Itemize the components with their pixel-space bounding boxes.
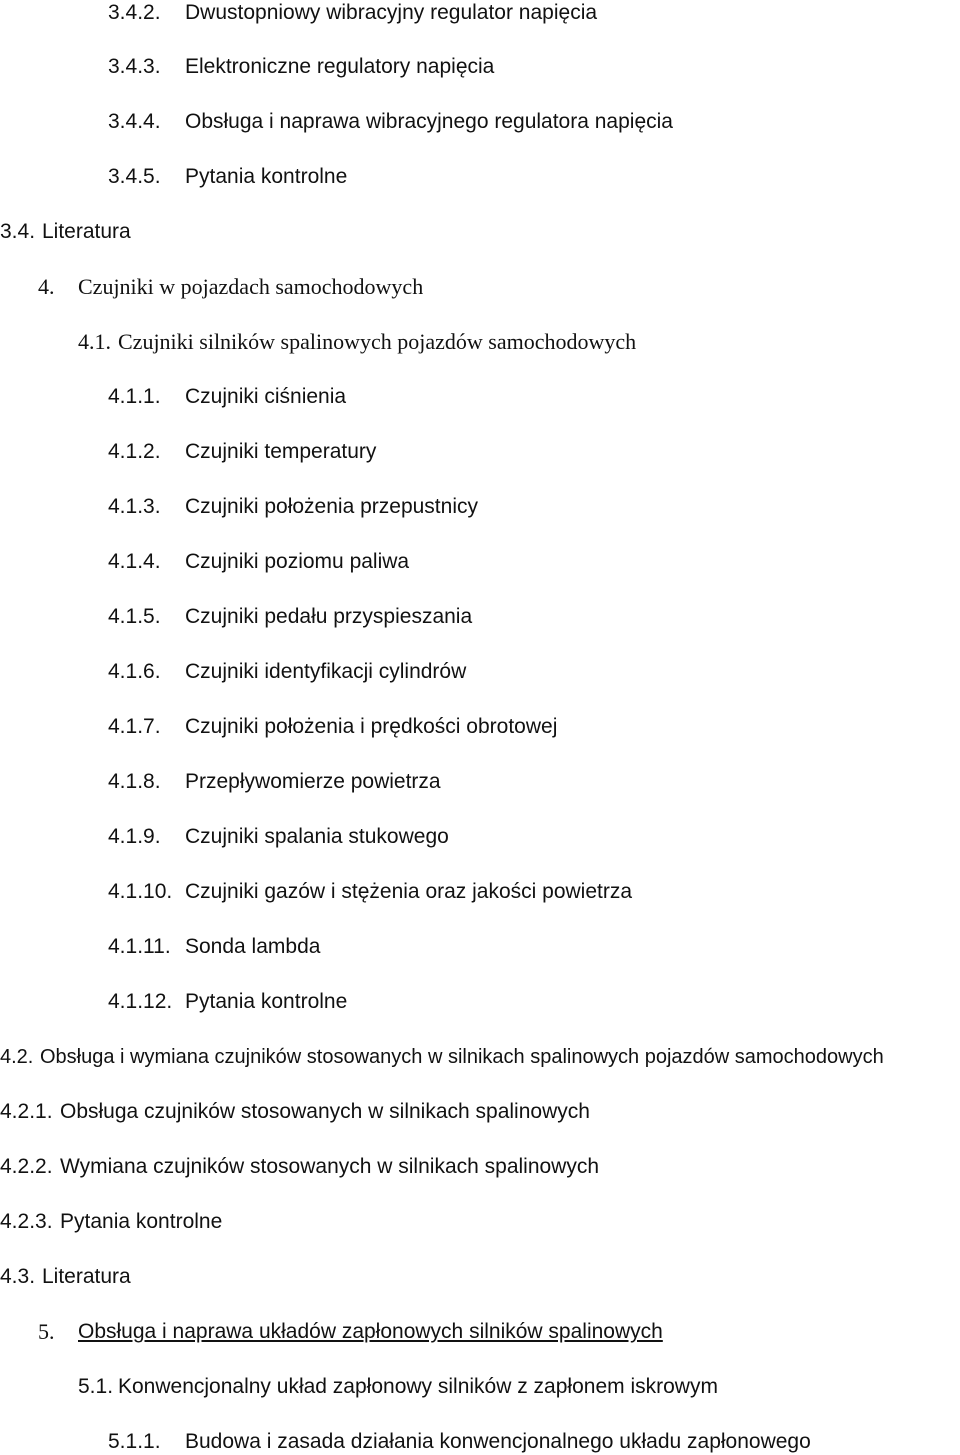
entry-title: Budowa i zasada działania konwencjonalnego układu zapłonowego — [185, 1430, 811, 1453]
entry-number: 5. — [38, 1319, 55, 1344]
entry-title: Czujniki identyfikacji cylindrów — [185, 660, 467, 683]
entry-title: Literatura — [42, 220, 131, 243]
entry-title: Obsługa czujników stosowanych w silnikach spalinowych — [60, 1100, 590, 1123]
entry-number: 4.2.1. — [0, 1100, 53, 1123]
entry-title: Czujniki silników spalinowych pojazdów samochodowych — [118, 329, 637, 354]
entry-number: 4.1.9. — [108, 825, 161, 848]
entry-number: 3.4.4. — [108, 110, 161, 133]
entry-title: Czujniki pedału przyspieszania — [185, 605, 473, 628]
entry-title: Konwencjonalny układ zapłonowy silników z zapłonem iskrowym — [118, 1375, 718, 1398]
entry-title: Pytania kontrolne — [185, 165, 348, 188]
entry-title: Elektroniczne regulatory napięcia — [185, 55, 495, 78]
entry-title: Czujniki poziomu paliwa — [185, 550, 410, 573]
entry-number: 4.1.7. — [108, 715, 161, 738]
entry-title: Obsługa i naprawa układów zapłonowych silników spalinowych — [78, 1320, 663, 1343]
entry-number: 5.1.1. — [108, 1430, 161, 1453]
entry-number: 4.2. — [0, 1046, 34, 1068]
entry-number: 4.3. — [0, 1265, 36, 1288]
entry-number: 4.1. — [78, 329, 111, 354]
entry-number: 3.4.2. — [108, 1, 161, 24]
entry-number: 4.1.1. — [108, 385, 161, 408]
entry-title: Czujniki w pojazdach samochodowych — [78, 274, 424, 299]
entry-title: Przepływomierze powietrza — [185, 770, 441, 793]
entry-title: Czujniki temperatury — [185, 440, 377, 463]
entry-title: Wymiana czujników stosowanych w silnikach spalinowych — [60, 1155, 600, 1178]
entry-title: Czujniki położenia i prędkości obrotowej — [185, 715, 558, 738]
entry-number: 4.1.6. — [108, 660, 161, 683]
entry-title: Czujniki ciśnienia — [185, 385, 347, 408]
entry-number: 4.1.3. — [108, 495, 161, 518]
entry-title: Czujniki spalania stukowego — [185, 825, 449, 848]
entry-title: Pytania kontrolne — [185, 990, 348, 1013]
entry-number: 4. — [38, 274, 55, 299]
entry-title: Dwustopniowy wibracyjny regulator napięcia — [185, 1, 598, 24]
entry-number: 4.1.2. — [108, 440, 161, 463]
entry-title: Czujniki położenia przepustnicy — [185, 495, 478, 518]
entry-number: 5.1. — [78, 1375, 114, 1398]
entry-number: 4.1.11. — [108, 935, 171, 958]
entry-number: 4.2.2. — [0, 1155, 53, 1178]
entry-title: Czujniki gazów i stężenia oraz jakości powietrza — [185, 880, 633, 903]
entry-number: 3.4.5. — [108, 165, 161, 188]
entry-number: 3.4.3. — [108, 55, 161, 78]
entry-title: Literatura — [42, 1265, 131, 1288]
entry-title: Sonda lambda — [185, 935, 321, 958]
entry-number: 4.1.4. — [108, 550, 161, 573]
entry-title: Obsługa i wymiana czujników stosowanych w silnikach spalinowych pojazdów samochodowych — [40, 1046, 884, 1068]
entry-number: 4.1.8. — [108, 770, 161, 793]
entry-number: 4.2.3. — [0, 1210, 53, 1233]
entry-title: Pytania kontrolne — [60, 1210, 223, 1233]
entry-number: 4.1.5. — [108, 605, 161, 628]
entry-number: 4.1.12. — [108, 990, 173, 1013]
entry-title: Obsługa i naprawa wibracyjnego regulatora napięcia — [185, 110, 673, 133]
entry-number: 3.4. — [0, 220, 36, 243]
entry-number: 4.1.10. — [108, 880, 173, 903]
